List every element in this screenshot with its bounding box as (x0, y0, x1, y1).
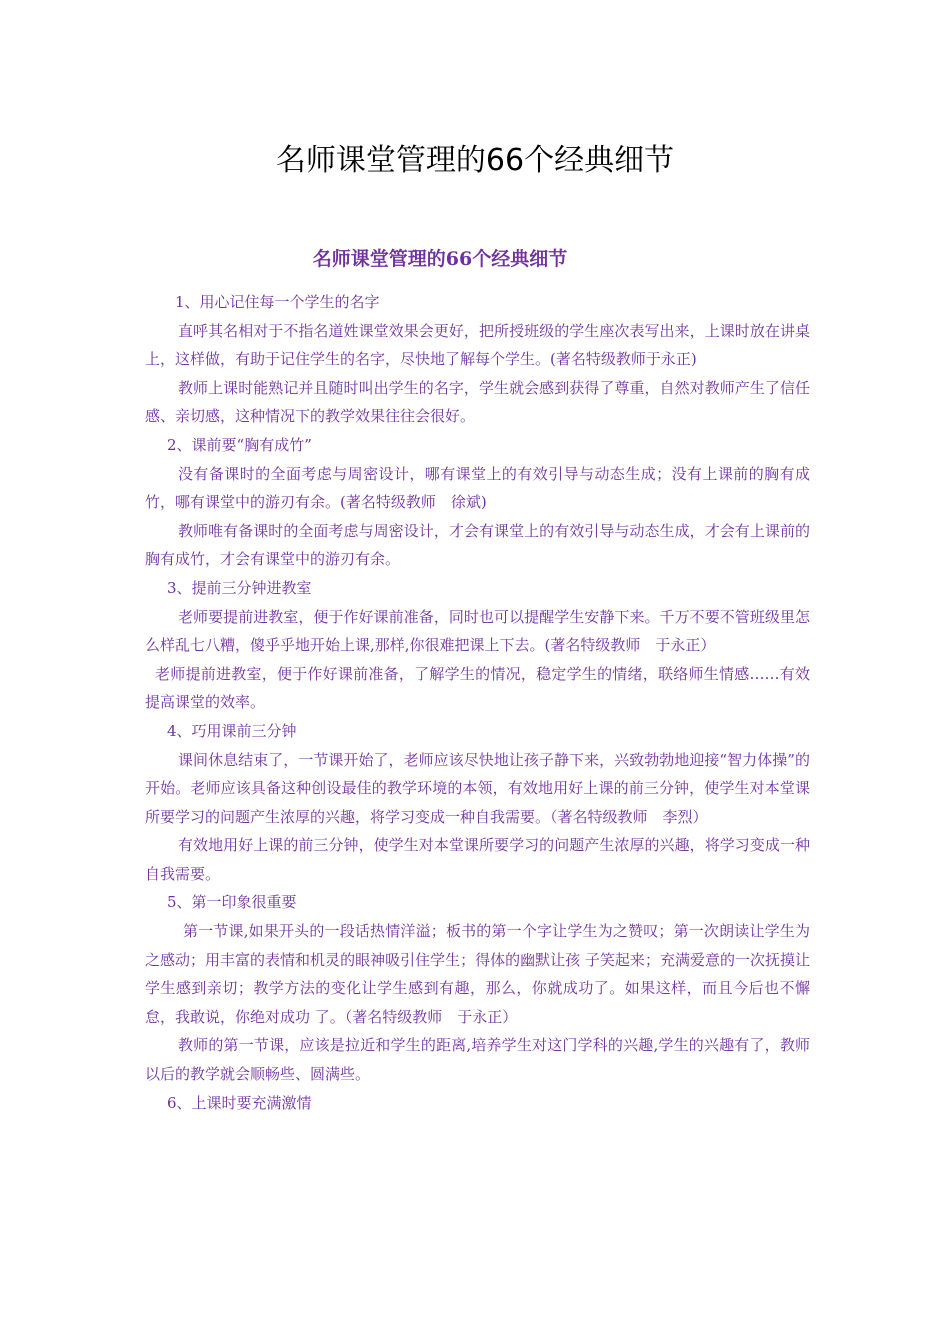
section-heading-3: 3、提前三分钟进教室 (167, 578, 312, 597)
article-title: 名师课堂管理的66个经典细节 (312, 248, 568, 270)
paragraph: 没有备课时的全面考虑与周密设计，哪有课堂上的有效引导与动态生成；没有上课前的胸有成竹，哪有课堂中的游刃有余。(著名特级教师 徐斌) (145, 464, 810, 512)
section-heading-6: 6、上课时要充满激情 (167, 1093, 312, 1112)
section-heading-1: 1、用心记住每一个学生的名字 (175, 293, 380, 311)
paragraph: 老师提前进教室，便于作好课前准备，了解学生的情况，稳定学生的情绪，联络师生情感……有效提高课堂的效率。 (145, 664, 810, 712)
document-title: 名师课堂管理的66个经典细节 (275, 143, 675, 178)
paragraph: 教师的第一节课，应该是拉近和学生的距离,培养学生对这门学科的兴趣,学生的兴趣有了，教师以后的教学就会顺畅些、圆满些。 (145, 1036, 810, 1084)
section-heading-4: 4、巧用课前三分钟 (167, 721, 297, 740)
paragraph: 老师要提前进教室，便于作好课前准备，同时也可以提醒学生安静下来。千万不要不管班级里怎么样乱七八糟，傻乎乎地开始上课,那样,你很难把课上下去。(著名特级教师 于永正） (145, 607, 810, 655)
article-body (145, 288, 810, 1117)
section-heading-2: 2、课前要“胸有成竹” (167, 435, 312, 454)
paragraph: 课间休息结束了，一节课开始了，老师应该尽快地让孩子静下来，兴致勃勃地迎接“智力体操”的开始。老师应该具备这种创设最佳的教学环境的本领，有效地用好上课的前三分钟，使学生对本堂课所要学习的问题产生浓厚的兴趣，将学习变成一种自我需要。（著名特级教师 李烈） (145, 750, 810, 826)
paragraph: 教师唯有备课时的全面考虑与周密设计，才会有课堂上的有效引导与动态生成，才会有上课前的胸有成竹，才会有课堂中的游刃有余。 (145, 521, 810, 569)
paragraph: 有效地用好上课的前三分钟，使学生对本堂课所要学习的问题产生浓厚的兴趣，将学习变成一种自我需要。 (145, 836, 810, 883)
paragraph: 教师上课时能熟记并且随时叫出学生的名字，学生就会感到获得了尊重，自然对教师产生了信任感、亲切感，这种情况下的教学效果往往会很好。 (145, 378, 810, 426)
section-heading-5: 5、第一印象很重要 (167, 893, 297, 912)
paragraph: 直呼其名相对于不指名道姓课堂效果会更好，把所授班级的学生座次表写出来，上课时放在讲桌上，这样做，有助于记住学生的名字，尽快地了解每个学生。(著名特级教师于永正) (145, 321, 810, 369)
paragraph: 第一节课,如果开头的一段话热情洋溢；板书的第一个字让学生为之赞叹；第一次朗读让学生为之感动；用丰富的表情和机灵的眼神吸引住学生；得体的幽默让孩 子笑起来；充满爱意的一次抚摸让学生感到亲切；教学方法的变化让学生感到有趣，那么，你就成功了。如果这样，而且今后也不懈怠，我敢说，你绝对成功 了。（著名特级教师 于永正） (145, 922, 810, 1026)
